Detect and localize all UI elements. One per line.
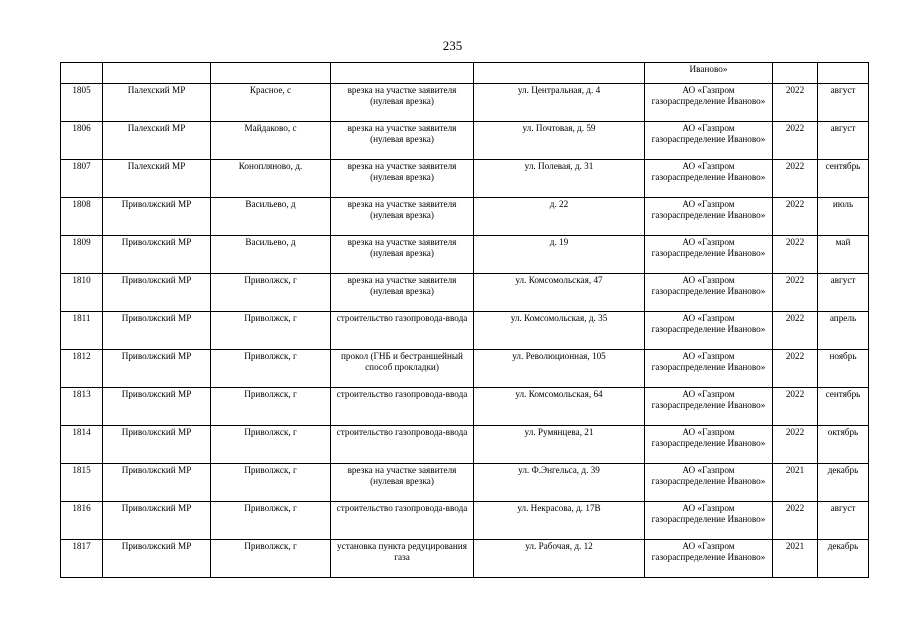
cell-number: 1817 <box>61 540 103 578</box>
cell-month: апрель <box>818 312 869 350</box>
cell-number: 1816 <box>61 502 103 540</box>
cell-address: ул. Полевая, д. 31 <box>474 160 645 198</box>
table-row <box>61 84 869 122</box>
cell-year: 2022 <box>773 502 818 540</box>
cell-month: сентябрь <box>818 388 869 426</box>
table-row <box>61 502 869 540</box>
cell-operator: АО «Газпром газораспределение Иваново» <box>645 236 773 274</box>
cell-district: Приволжский МР <box>103 388 211 426</box>
cell-address: ул. Рабочая, д. 12 <box>474 540 645 578</box>
cell-locality: Майдаково, с <box>211 122 331 160</box>
cell-locality: Приволжск, г <box>211 274 331 312</box>
cell-locality: Приволжск, г <box>211 350 331 388</box>
cell-operator: АО «Газпром газораспределение Иваново» <box>645 274 773 312</box>
cell-month: август <box>818 84 869 122</box>
cell-month: декабрь <box>818 464 869 502</box>
cell-year: 2022 <box>773 350 818 388</box>
cell-number: 1813 <box>61 388 103 426</box>
cell-month: сентябрь <box>818 160 869 198</box>
cell-number: 1807 <box>61 160 103 198</box>
cell-number: 1805 <box>61 84 103 122</box>
cell-work: строительство газопровода-ввода <box>331 426 474 464</box>
continuation-row <box>61 63 869 84</box>
cell-work: строительство газопровода-ввода <box>331 502 474 540</box>
cell-operator: АО «Газпром газораспределение Иваново» <box>645 426 773 464</box>
cell-locality: Приволжск, г <box>211 540 331 578</box>
cell-locality: Васильево, д <box>211 236 331 274</box>
cell-work: врезка на участке заявителя (нулевая врезка) <box>331 198 474 236</box>
cell-month: ноябрь <box>818 350 869 388</box>
table-row <box>61 426 869 464</box>
cell-work: врезка на участке заявителя (нулевая врезка) <box>331 464 474 502</box>
table-row <box>61 350 869 388</box>
cell-operator: АО «Газпром газораспределение Иваново» <box>645 540 773 578</box>
table-row <box>61 160 869 198</box>
cell-district: Приволжский МР <box>103 274 211 312</box>
cell-year: 2022 <box>773 84 818 122</box>
cell-address: ул. Революционная, 105 <box>474 350 645 388</box>
cell-address: ул. Комсомольская, 47 <box>474 274 645 312</box>
cell-address: ул. Комсомольская, 64 <box>474 388 645 426</box>
cell-address: ул. Комсомольская, д. 35 <box>474 312 645 350</box>
cell-work: строительство газопровода-ввода <box>331 388 474 426</box>
cell-work <box>331 63 474 84</box>
cell-work: врезка на участке заявителя (нулевая врезка) <box>331 236 474 274</box>
cell-year: 2022 <box>773 388 818 426</box>
cell-number: 1811 <box>61 312 103 350</box>
cell-year: 2021 <box>773 540 818 578</box>
cell-year: 2022 <box>773 426 818 464</box>
cell-year: 2022 <box>773 160 818 198</box>
cell-district: Приволжский МР <box>103 426 211 464</box>
cell-work: строительство газопровода-ввода <box>331 312 474 350</box>
cell-year: 2022 <box>773 312 818 350</box>
cell-work: врезка на участке заявителя (нулевая врезка) <box>331 274 474 312</box>
cell-address: ул. Некрасова, д. 17В <box>474 502 645 540</box>
cell-year: 2022 <box>773 236 818 274</box>
cell-operator: Иваново» <box>645 63 773 84</box>
cell-month <box>818 63 869 84</box>
cell-operator: АО «Газпром газораспределение Иваново» <box>645 198 773 236</box>
cell-month: май <box>818 236 869 274</box>
cell-number: 1809 <box>61 236 103 274</box>
cell-number: 1812 <box>61 350 103 388</box>
cell-district: Палехский МР <box>103 160 211 198</box>
cell-work: врезка на участке заявителя (нулевая врезка) <box>331 122 474 160</box>
cell-year: 2021 <box>773 464 818 502</box>
cell-locality: Красное, с <box>211 84 331 122</box>
cell-locality: Конопляново, д. <box>211 160 331 198</box>
cell-district: Приволжский МР <box>103 464 211 502</box>
cell-district: Приволжский МР <box>103 540 211 578</box>
cell-number: 1806 <box>61 122 103 160</box>
gasification-schedule-table <box>60 62 869 578</box>
cell-year: 2022 <box>773 198 818 236</box>
cell-number <box>61 63 103 84</box>
cell-district: Палехский МР <box>103 84 211 122</box>
table-body <box>61 63 869 578</box>
cell-year: 2022 <box>773 274 818 312</box>
cell-district: Палехский МР <box>103 122 211 160</box>
table-row <box>61 464 869 502</box>
table-row <box>61 540 869 578</box>
cell-year <box>773 63 818 84</box>
cell-work: врезка на участке заявителя (нулевая врезка) <box>331 160 474 198</box>
cell-address: ул. Ф.Энгельса, д. 39 <box>474 464 645 502</box>
cell-locality: Приволжск, г <box>211 502 331 540</box>
cell-operator: АО «Газпром газораспределение Иваново» <box>645 312 773 350</box>
cell-address: ул. Центральная, д. 4 <box>474 84 645 122</box>
cell-month: октябрь <box>818 426 869 464</box>
table-row <box>61 236 869 274</box>
cell-work: прокол (ГНБ и бестраншейный способ прокладки) <box>331 350 474 388</box>
cell-district: Приволжский МР <box>103 502 211 540</box>
cell-address: д. 19 <box>474 236 645 274</box>
cell-operator: АО «Газпром газораспределение Иваново» <box>645 464 773 502</box>
cell-operator: АО «Газпром газораспределение Иваново» <box>645 388 773 426</box>
cell-address: ул. Почтовая, д. 59 <box>474 122 645 160</box>
cell-district: Приволжский МР <box>103 198 211 236</box>
cell-locality: Приволжск, г <box>211 426 331 464</box>
cell-number: 1815 <box>61 464 103 502</box>
cell-work: установка пункта редуцирования газа <box>331 540 474 578</box>
cell-district: Приволжский МР <box>103 312 211 350</box>
cell-number: 1814 <box>61 426 103 464</box>
cell-operator: АО «Газпром газораспределение Иваново» <box>645 502 773 540</box>
cell-number: 1808 <box>61 198 103 236</box>
cell-month: август <box>818 502 869 540</box>
table-row <box>61 122 869 160</box>
table-row <box>61 312 869 350</box>
cell-locality: Приволжск, г <box>211 388 331 426</box>
cell-month: август <box>818 274 869 312</box>
cell-locality <box>211 63 331 84</box>
cell-operator: АО «Газпром газораспределение Иваново» <box>645 122 773 160</box>
cell-address: ул. Румянцева, 21 <box>474 426 645 464</box>
cell-locality: Приволжск, г <box>211 312 331 350</box>
cell-year: 2022 <box>773 122 818 160</box>
cell-month: август <box>818 122 869 160</box>
cell-locality: Васильево, д <box>211 198 331 236</box>
cell-address <box>474 63 645 84</box>
cell-number: 1810 <box>61 274 103 312</box>
table-row <box>61 198 869 236</box>
cell-operator: АО «Газпром газораспределение Иваново» <box>645 350 773 388</box>
cell-operator: АО «Газпром газораспределение Иваново» <box>645 160 773 198</box>
cell-operator: АО «Газпром газораспределение Иваново» <box>645 84 773 122</box>
cell-work: врезка на участке заявителя (нулевая врезка) <box>331 84 474 122</box>
cell-month: декабрь <box>818 540 869 578</box>
page-number: 235 <box>442 38 463 53</box>
cell-address: д. 22 <box>474 198 645 236</box>
cell-locality: Приволжск, г <box>211 464 331 502</box>
table-row <box>61 388 869 426</box>
cell-month: июль <box>818 198 869 236</box>
table-row <box>61 274 869 312</box>
cell-district: Приволжский МР <box>103 236 211 274</box>
cell-district: Приволжский МР <box>103 350 211 388</box>
cell-district <box>103 63 211 84</box>
